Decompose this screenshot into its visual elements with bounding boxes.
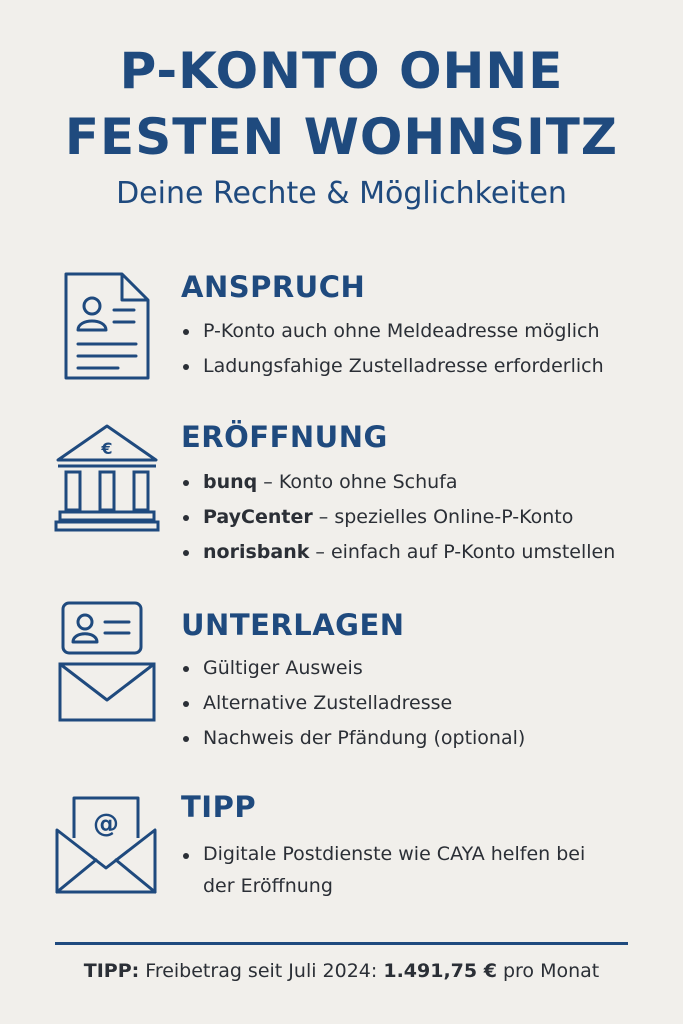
list-item [181, 465, 615, 500]
svg-text:€: € [101, 439, 113, 458]
document-profile-icon [62, 270, 152, 386]
footer-tip [0, 960, 683, 982]
bank-description: – spezielles Online-P-Konto [312, 506, 574, 528]
section-heading-anspruch: ANSPRUCH [181, 270, 366, 304]
unterlagen-list [181, 651, 525, 756]
section-heading-unterlagen: UNTERLAGEN [181, 608, 405, 642]
list-item: Nachweis der Pfändung (optional) [181, 721, 525, 756]
list-item [181, 500, 615, 535]
list-item: P-Konto auch ohne Meldeadresse möglich [181, 314, 604, 349]
svg-text:@: @ [93, 809, 119, 839]
tipp-list [181, 838, 603, 902]
email-envelope-icon [54, 794, 158, 900]
bank-euro-icon [54, 420, 160, 536]
list-item: Gültiger Ausweis [181, 651, 525, 686]
subtitle: Deine Rechte & Möglichkeiten [116, 176, 567, 211]
section-heading-tipp: TIPP [181, 790, 257, 824]
section-heading-eroeffnung: ERÖFFNUNG [181, 420, 388, 454]
bank-description: – einfach auf P-Konto umstellen [309, 541, 616, 563]
id-card-envelope-icon [57, 600, 157, 728]
bank-name: bunq [203, 471, 258, 493]
footer-text: Freibetrag seit Juli 2024: [139, 960, 384, 982]
footer-divider [55, 942, 628, 945]
title-line-2: FESTEN WOHNSITZ [64, 108, 619, 166]
bank-name: PayCenter [203, 506, 313, 528]
footer-amount: 1.491,75 € [383, 960, 497, 982]
bank-name: norisbank [203, 541, 310, 563]
title-line-1: P-KONTO OHNE [119, 42, 564, 100]
footer-label: TIPP: [83, 960, 140, 982]
footer-suffix: pro Monat [496, 960, 600, 982]
list-item [181, 535, 615, 570]
list-item: Digitale Postdienste wie CAYA helfen bei der Eröffnung [181, 838, 603, 902]
eroeffnung-list [181, 465, 615, 570]
list-item: Ladungsfahige Zustelladresse erforderlich [181, 349, 604, 384]
bank-description: – Konto ohne Schufa [257, 471, 458, 493]
list-item: Alternative Zustelladresse [181, 686, 525, 721]
anspruch-list [181, 314, 604, 384]
